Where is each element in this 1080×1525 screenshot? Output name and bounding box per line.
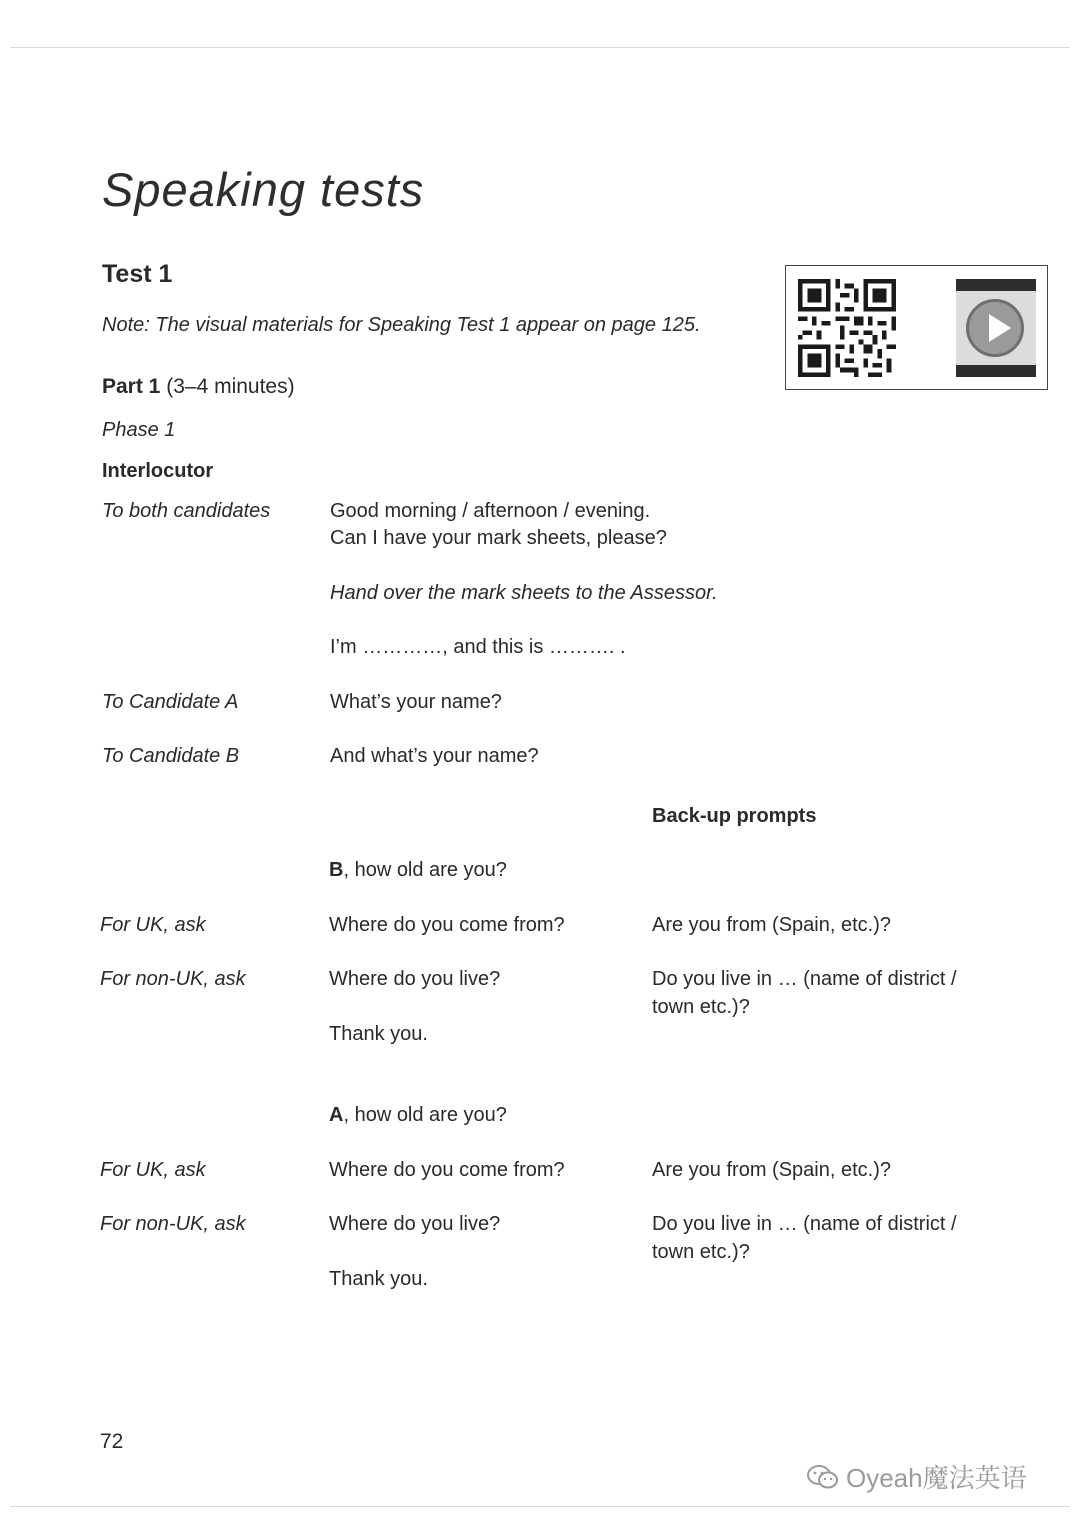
candidate-letter-b: B (329, 859, 344, 881)
age-question-text-a: , how old are you? (343, 1104, 507, 1126)
prompt-live-a-line-1: Do you live in … (name of district / (652, 1213, 957, 1235)
question-come-from-a: Where do you come from? (329, 1159, 565, 1181)
part-duration: (3–4 minutes) (166, 375, 295, 398)
bottom-divider (10, 1506, 1070, 1507)
prompt-live-a-line-2: town etc.)? (652, 1241, 750, 1263)
age-question-b (329, 859, 507, 882)
media-box[interactable] (785, 265, 1048, 390)
cue-uk-a: For UK, ask (100, 1159, 206, 1181)
page-number: 72 (100, 1430, 124, 1453)
note-text: Note: The visual materials for Speaking Test 1 appear on page 125. (102, 314, 701, 336)
part-label: Part 1 (102, 375, 161, 398)
watermark-text: Oyeah魔法英语 (846, 1463, 1027, 1493)
part-heading (102, 375, 295, 399)
thanks-a: Thank you. (329, 1268, 428, 1290)
question-live-b: Where do you live? (329, 968, 501, 990)
candidate-letter-a: A (329, 1104, 344, 1126)
wechat-icon (806, 1463, 840, 1491)
test-heading: Test 1 (102, 260, 173, 288)
question-come-from-b: Where do you come from? (329, 914, 565, 936)
question-candidate-b-name: And what’s your name? (330, 745, 539, 767)
role-label: Interlocutor (102, 460, 214, 482)
page-title: Speaking tests (102, 163, 425, 216)
prompt-live-b-line-1: Do you live in … (name of district / (652, 968, 957, 990)
prompt-from-b: Are you from (Spain, etc.)? (652, 914, 891, 936)
cue-non-uk-a: For non-UK, ask (100, 1213, 246, 1235)
phase-label: Phase 1 (102, 419, 176, 441)
backup-prompts-heading: Back-up prompts (652, 805, 817, 827)
age-question-a (329, 1104, 507, 1127)
prompt-from-a: Are you from (Spain, etc.)? (652, 1159, 891, 1181)
intro-line: I’m …………, and this is ………. . (330, 636, 626, 658)
top-divider (10, 47, 1070, 48)
instruction-line: Hand over the mark sheets to the Assessor. (330, 582, 718, 604)
cue-candidate-a: To Candidate A (102, 691, 239, 713)
age-question-text-b: , how old are you? (343, 859, 507, 881)
video-thumbnail[interactable] (956, 279, 1036, 377)
question-candidate-a-name: What’s your name? (330, 691, 502, 713)
thanks-b: Thank you. (329, 1023, 428, 1045)
watermark (806, 1458, 1027, 1495)
prompt-live-b-line-2: town etc.)? (652, 996, 750, 1018)
greeting-line-1: Good morning / afternoon / evening. (330, 500, 651, 522)
question-live-a: Where do you live? (329, 1213, 501, 1235)
greeting-line-2: Can I have your mark sheets, please? (330, 527, 667, 549)
cue-non-uk-b: For non-UK, ask (100, 968, 246, 990)
play-icon[interactable] (966, 299, 1024, 357)
cue-uk-b: For UK, ask (100, 914, 206, 936)
cue-both-candidates: To both candidates (102, 500, 271, 522)
cue-candidate-b: To Candidate B (102, 745, 240, 767)
qr-code-icon[interactable] (798, 279, 896, 377)
